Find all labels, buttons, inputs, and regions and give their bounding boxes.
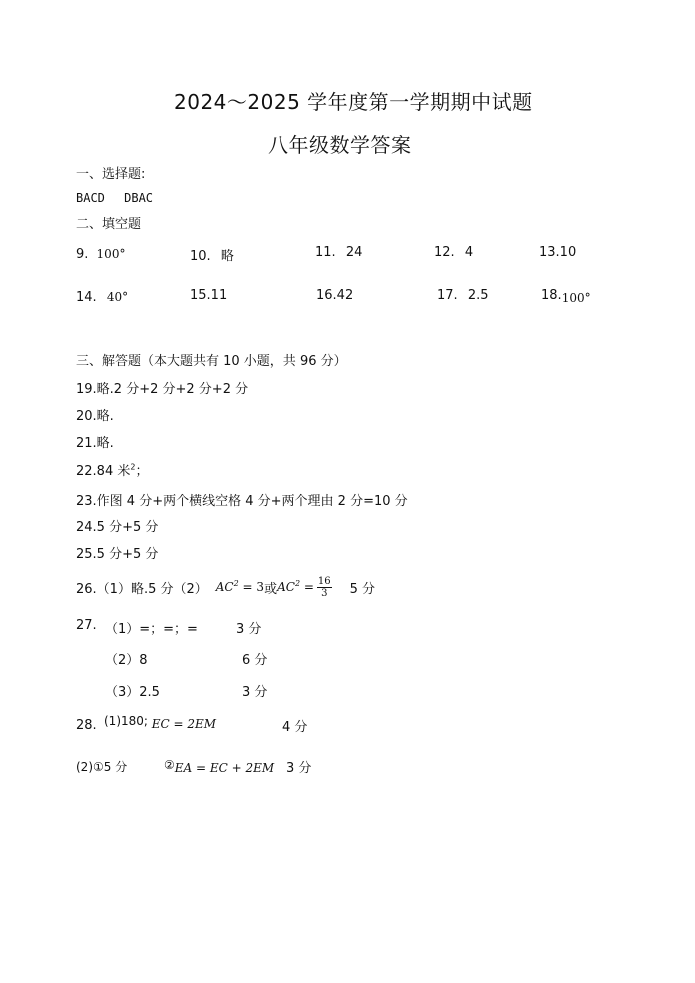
fill-item-12 — [434, 245, 473, 260]
answer-21: 21.略. — [76, 436, 114, 451]
circled-two: ② — [164, 758, 175, 772]
fill-num: 10. — [190, 249, 211, 264]
fill-num: 12. — [434, 245, 455, 260]
answer-27-label: 27. — [76, 618, 97, 633]
part1-text: (1)180; — [104, 714, 148, 728]
fill-num: 14. — [76, 290, 97, 305]
section-heading-choice: 一、选择题: — [76, 167, 146, 182]
answer-22-sup: 2 — [130, 462, 136, 472]
fill-item-15 — [190, 288, 227, 303]
fill-num: 16.42 — [316, 288, 354, 303]
section-heading-solve: 三、解答题（本大题共有 10 小题，共 96 分） — [76, 354, 347, 369]
answer-28-part2-score: 3 分 — [286, 761, 312, 776]
fill-ans: 略 — [220, 249, 234, 264]
fill-ans: 100° — [561, 291, 591, 305]
fill-item-11 — [315, 245, 362, 260]
fill-num: 13.10 — [539, 245, 577, 260]
fill-num: 11. — [315, 245, 336, 260]
answer-22-text: 22.84 米 — [76, 464, 131, 479]
fill-item-13 — [539, 245, 576, 260]
fill-ans: 4 — [464, 245, 474, 260]
equals: = — [303, 580, 314, 594]
fill-num: 9. — [76, 247, 89, 262]
var-ac: AC — [215, 580, 234, 594]
answer-25: 25.5 分+5 分 — [76, 547, 159, 562]
fill-item-9 — [76, 247, 125, 262]
fill-item-17 — [437, 288, 489, 303]
fill-item-14 — [76, 290, 128, 305]
exponent: 2 — [294, 579, 301, 588]
var-ac: AC — [277, 580, 295, 594]
fill-num: 15.11 — [190, 288, 228, 303]
answer-28-part1-score: 4 分 — [282, 720, 308, 735]
fill-item-16 — [316, 288, 353, 303]
ac-squared-expr-2 — [277, 580, 314, 594]
fill-num: 18. — [541, 288, 562, 303]
fraction-numerator: 16 — [317, 575, 331, 587]
answer-26 — [76, 572, 375, 602]
or-label: 或 — [264, 581, 278, 597]
fill-num: 17. — [437, 288, 458, 303]
ec-equation: EC = 2EM — [151, 717, 217, 731]
fill-ans: 24 — [345, 245, 363, 260]
answer-28-part2b — [164, 758, 275, 775]
answer-27-part2-score: 6 分 — [242, 653, 268, 668]
answer-24: 24.5 分+5 分 — [76, 520, 159, 535]
ea-equation: EA = EC + 2EM — [174, 761, 275, 775]
page-subtitle: 八年级数学答案 — [268, 133, 412, 157]
choice-answers: BACD DBAC — [76, 191, 154, 205]
answer-28-part1 — [104, 714, 217, 731]
answer-23: 23.作图 4 分+两个横线空格 4 分+两个理由 2 分=10 分 — [76, 494, 408, 509]
rhs: = 3 — [242, 580, 265, 594]
answer-26-score: 5 分 — [349, 581, 376, 597]
answer-28-part2: (2)①5 分 — [76, 760, 128, 774]
answer-28-label: 28. — [76, 718, 97, 733]
section-heading-fill: 二、填空题 — [76, 217, 142, 232]
answer-22-tail: ； — [135, 464, 149, 479]
fill-item-10 — [190, 245, 234, 264]
answer-19: 19.略.2 分+2 分+2 分+2 分 — [76, 382, 249, 397]
answer-27-part3-score: 3 分 — [242, 685, 268, 700]
answer-20: 20.略. — [76, 409, 114, 424]
fraction-16-3 — [317, 576, 332, 599]
answer-27-part3: （3）2.5 — [105, 685, 160, 700]
fill-ans: 100° — [96, 247, 126, 261]
answer-27-part1: （1）=；=；= — [105, 622, 198, 637]
fraction-denominator: 3 — [321, 587, 328, 599]
fill-item-18 — [541, 288, 591, 303]
exponent: 2 — [233, 579, 239, 588]
page-title: 2024～2025 学年度第一学期期中试题 — [174, 90, 533, 114]
fill-ans: 2.5 — [467, 288, 489, 303]
ac-squared-expr-1 — [216, 580, 264, 594]
answer-27-part1-score: 3 分 — [236, 622, 262, 637]
fill-ans: 40° — [106, 290, 129, 304]
answer-27-part2: （2）8 — [105, 653, 148, 668]
answer-22 — [76, 460, 148, 479]
answer-26-prefix: 26.（1）略.5 分（2） — [76, 581, 208, 597]
